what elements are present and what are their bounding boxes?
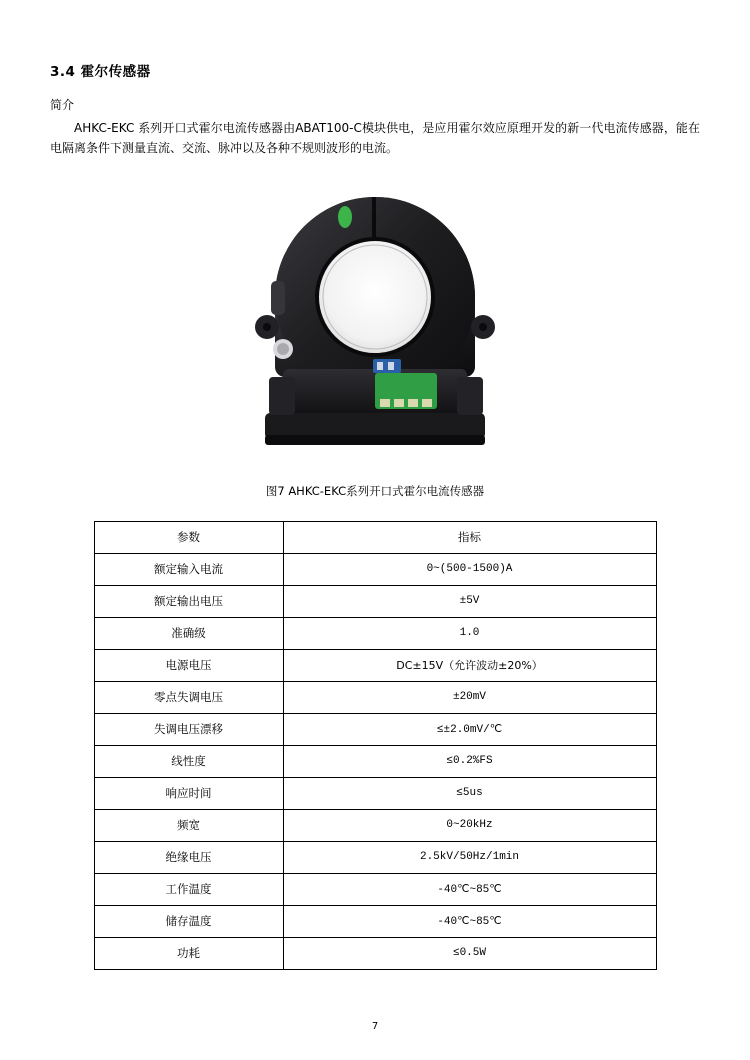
table-row [94,649,656,681]
table-cell-value: -40℃~85℃ [283,905,656,937]
table-cell-parameter: 储存温度 [94,905,283,937]
table-row [94,681,656,713]
intro-paragraph: AHKC-EKC 系列开口式霍尔电流传感器由ABAT100-C模块供电，是应用霍尔效应原理开发的新一代电流传感器，能在电隔离条件下测量直流、交流、脉冲以及各种不规则波形的电流。 [50,121,700,155]
table-cell-value: 1.0 [283,617,656,649]
table-cell-parameter: 额定输入电流 [94,553,283,585]
table-cell-parameter: 频宽 [94,809,283,841]
page-number: 7 [371,1021,379,1032]
table-cell-parameter: 响应时间 [94,777,283,809]
table-row [94,617,656,649]
table-cell-value: 2.5kV/50Hz/1min [283,841,656,873]
table-header-value: 指标 [283,521,656,553]
table-cell-parameter: 电源电压 [94,649,283,681]
table-row [94,905,656,937]
table-cell-value: DC±15V（允许波动±20%） [283,649,656,681]
table-row [94,937,656,969]
table-cell-parameter: 功耗 [94,937,283,969]
table-cell-parameter: 额定输出电压 [94,585,283,617]
table-row [94,745,656,777]
table-row [94,777,656,809]
table-cell-parameter: 失调电压漂移 [94,713,283,745]
table-header-row [94,521,656,553]
section-heading: 3.4 霍尔传感器 [50,64,151,80]
table-cell-value: ≤±2.0mV/℃ [283,713,656,745]
table-cell-value: ≤5us [283,777,656,809]
table-cell-value: 0~20kHz [283,809,656,841]
intro-label: 简介 [50,98,75,112]
table-cell-value: ±20mV [283,681,656,713]
figure-caption: 图7 AHKC-EKC系列开口式霍尔电流传感器 [265,483,485,498]
table-cell-value: ≤0.2%FS [283,745,656,777]
table-row [94,841,656,873]
table-cell-value: -40℃~85℃ [283,873,656,905]
table-row [94,553,656,585]
table-cell-value: 0~(500-1500)A [283,553,656,585]
table-cell-parameter: 准确级 [94,617,283,649]
table-row [94,809,656,841]
table-cell-value: ≤0.5W [283,937,656,969]
table-cell-parameter: 绝缘电压 [94,841,283,873]
table-cell-parameter: 线性度 [94,745,283,777]
table-cell-parameter: 零点失调电压 [94,681,283,713]
table-row [94,713,656,745]
table-row [94,873,656,905]
table-row [94,585,656,617]
table-cell-parameter: 工作温度 [94,873,283,905]
table-header-parameter: 参数 [94,521,283,553]
figure-image-container [50,177,700,477]
specification-table [94,521,657,970]
table-cell-value: ±5V [283,585,656,617]
hall-current-sensor-photo [225,177,525,467]
